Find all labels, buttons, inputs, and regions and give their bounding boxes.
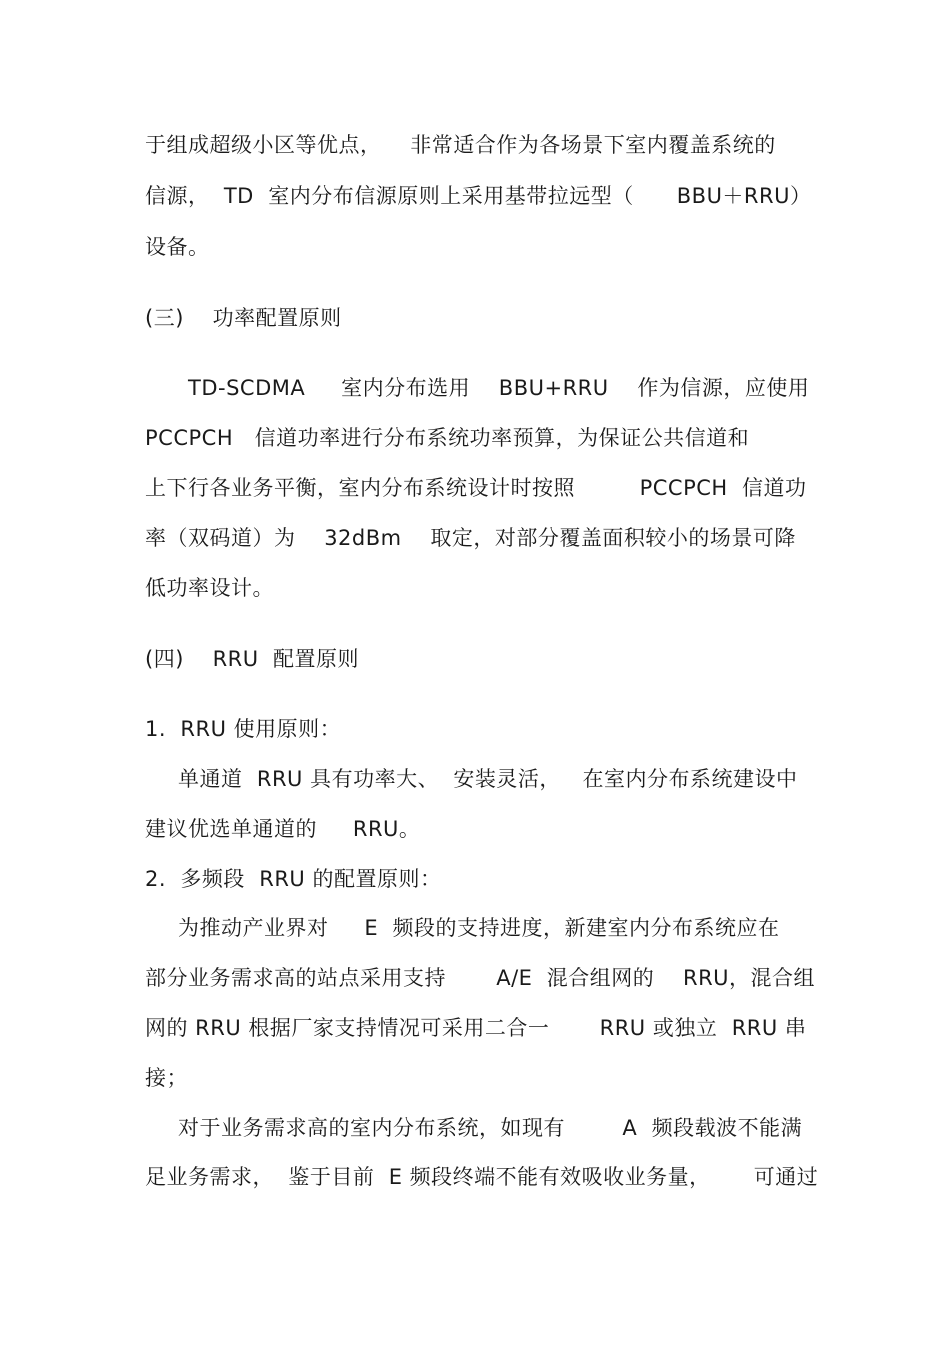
paragraph-line: 接； <box>145 1066 188 1090</box>
paragraph-line: 对于业务需求高的室内分布系统，如现有 A 频段载波不能满 <box>178 1116 803 1140</box>
paragraph-line: 为推动产业界对 E 频段的支持进度，新建室内分布系统应在 <box>178 916 780 940</box>
list-item-heading: 1. RRU 使用原则： <box>145 717 342 741</box>
paragraph-line: 部分业务需求高的站点采用支持 A/E 混合组网的 RRU，混合组 <box>145 966 816 990</box>
paragraph-line: PCCPCH 信道功率进行分布系统功率预算，为保证公共信道和 <box>145 426 750 450</box>
list-item-heading: 2. 多频段 RRU 的配置原则： <box>145 867 442 891</box>
section-heading: (三) 功率配置原则 <box>145 306 342 330</box>
paragraph-line: 单通道 RRU 具有功率大、 安装灵活， 在室内分布系统建设中 <box>178 767 798 791</box>
paragraph-line: 于组成超级小区等优点， 非常适合作为各场景下室内覆盖系统的 <box>145 133 776 157</box>
paragraph-line: 设备。 <box>145 235 210 259</box>
paragraph-line: TD-SCDMA 室内分布选用 BBU+RRU 作为信源，应使用 <box>188 376 810 400</box>
paragraph-line: 足业务需求， 鉴于目前 E 频段终端不能有效吸收业务量， 可通过 <box>145 1165 819 1189</box>
paragraph-line: 建议优选单通道的 RRU。 <box>145 817 421 841</box>
paragraph-line: 信源， TD 室内分布信源原则上采用基带拉远型（ BBU＋RRU） <box>145 184 812 208</box>
paragraph-line: 网的 RRU 根据厂家支持情况可采用二合一 RRU 或独立 RRU 串 <box>145 1016 807 1040</box>
paragraph-line: 上下行各业务平衡，室内分布系统设计时按照 PCCPCH 信道功 <box>145 476 807 500</box>
paragraph-line: 率（双码道）为 32dBm 取定，对部分覆盖面积较小的场景可降 <box>145 526 796 550</box>
paragraph-line: 低功率设计。 <box>145 576 274 600</box>
section-heading: (四) RRU 配置原则 <box>145 647 359 671</box>
